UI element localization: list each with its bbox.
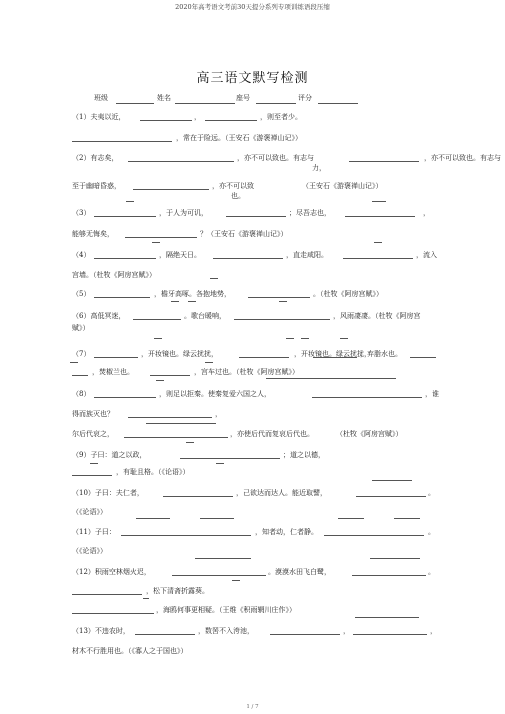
question-text: （《论语》） — [72, 508, 107, 516]
answer-blank — [126, 201, 134, 202]
answer-blank[interactable] — [353, 634, 427, 635]
question-text: ， — [423, 209, 430, 217]
answer-blank — [216, 463, 224, 464]
name-label: 姓名 — [157, 94, 171, 102]
answer-blank — [266, 378, 396, 379]
answer-blank[interactable] — [72, 613, 154, 614]
answer-blank — [70, 362, 78, 363]
question-text: ，数罟不入洿池， — [198, 627, 254, 635]
answer-blank[interactable] — [312, 397, 422, 398]
answer-blank[interactable] — [349, 161, 419, 162]
answer-blank[interactable] — [72, 594, 142, 595]
question-text: ，谁 — [425, 390, 439, 398]
score-label: 评分 — [298, 94, 312, 102]
answer-blank[interactable] — [270, 634, 340, 635]
answer-blank — [355, 617, 419, 618]
answer-blank[interactable] — [128, 417, 212, 418]
question-text: （4） — [72, 251, 91, 259]
answer-blank[interactable] — [72, 141, 172, 142]
page-header: 2020年高考语文考前30天提分系列专项训练语段压缩 — [175, 3, 330, 11]
answer-blank[interactable] — [239, 357, 289, 358]
question-text: ， — [343, 627, 350, 635]
question-text: 。歌台暖响， — [184, 312, 226, 320]
question-text: ，亦不可以致也。有志与 — [424, 154, 501, 162]
answer-blank — [90, 463, 98, 464]
question-text: 能够无悔矣， — [72, 230, 114, 238]
question-text: ，常在于险远。（王安石《游褒禅山记》） — [176, 134, 302, 142]
question-text: （10）子曰：夫仁者， — [72, 489, 144, 497]
answer-blank[interactable] — [352, 575, 426, 576]
answer-blank[interactable] — [172, 575, 266, 576]
question-text: ，直走咸阳。 — [286, 251, 328, 259]
answer-blank[interactable] — [133, 189, 209, 190]
answer-blank — [171, 301, 179, 302]
question-text: ，则足以拒秦。使秦复爱六国之人， — [159, 390, 271, 398]
question-text: 得而族灭也？ — [72, 410, 114, 418]
question-text: （6）高低冥迷， — [72, 312, 126, 320]
answer-blank — [188, 301, 196, 302]
answer-blank[interactable] — [135, 634, 195, 635]
answer-blank — [205, 362, 213, 363]
question-text: 赋》） — [72, 324, 90, 332]
seat-blank[interactable] — [256, 103, 296, 104]
question-text: （12）积雨空林烟火迟， — [72, 568, 151, 576]
question-text: 力， — [312, 164, 326, 172]
answer-blank[interactable] — [124, 437, 228, 438]
answer-blank[interactable] — [94, 357, 138, 358]
question-text: ？（王安石《游褒禅山记》） — [200, 230, 288, 238]
answer-blank[interactable] — [72, 375, 88, 376]
answer-blank[interactable] — [343, 258, 413, 259]
answer-blank — [286, 338, 294, 339]
question-text: ，开妆镜也。绿云扰扰， — [294, 350, 371, 358]
question-text: ，海鸥何事更相疑。（王维《积雨辋川庄作》） — [156, 606, 296, 614]
answer-blank — [146, 423, 216, 424]
question-text: ；尽吾志也， — [289, 209, 331, 217]
question-text: 材木不行胜用也。（《寡人之于国也》） — [72, 647, 188, 655]
answer-blank[interactable] — [226, 216, 286, 217]
score-blank[interactable] — [318, 103, 358, 104]
class-label: 班级 — [94, 94, 108, 102]
answer-blank — [210, 278, 218, 279]
answer-blank[interactable] — [150, 375, 190, 376]
question-text: ，知者动，仁者静。 — [255, 528, 318, 536]
answer-blank[interactable] — [140, 120, 192, 121]
answer-blank[interactable] — [248, 297, 310, 298]
question-text: 也。 — [231, 192, 245, 200]
question-text: ，己欲达而达人。能近取譬， — [236, 489, 327, 497]
answer-blank[interactable] — [410, 357, 436, 358]
question-text: （2）有志矣， — [72, 154, 119, 162]
question-text: ；道之以德， — [283, 451, 325, 459]
answer-blank — [200, 518, 234, 519]
question-text: ，松下清斋折露葵。 — [146, 587, 209, 595]
answer-blank — [370, 558, 420, 559]
answer-blank — [394, 518, 420, 519]
answer-blank[interactable] — [234, 319, 330, 320]
question-text: 宫墙。（杜牧《阿房宫赋》） — [72, 271, 156, 279]
answer-blank[interactable] — [213, 258, 283, 259]
answer-blank[interactable] — [94, 258, 156, 259]
answer-blank[interactable] — [356, 496, 426, 497]
question-text: ，流入 — [416, 251, 437, 259]
answer-blank — [372, 480, 412, 481]
question-text: ，风雨凄凄。（杜牧《阿房宫 — [333, 312, 421, 320]
answer-blank[interactable] — [133, 319, 181, 320]
question-text: ，隔绝天日。 — [159, 251, 201, 259]
answer-blank — [156, 380, 164, 381]
seat-label: 座号 — [236, 94, 250, 102]
answer-blank — [372, 201, 386, 202]
question-text: ，则至者少。 — [260, 113, 302, 121]
question-text: ，弃脂水也。 — [360, 350, 402, 358]
name-blank[interactable] — [175, 103, 235, 104]
answer-blank — [338, 518, 364, 519]
answer-blank[interactable] — [180, 458, 280, 459]
question-text: （11）子曰： — [72, 528, 116, 536]
question-text: （5） — [72, 290, 91, 298]
answer-blank[interactable] — [94, 397, 156, 398]
answer-blank — [195, 558, 251, 559]
answer-blank — [374, 242, 382, 243]
question-text: ，亦不可以致也。有志与 — [237, 154, 314, 162]
question-text: （1）夫夷以近， — [72, 113, 126, 121]
answer-blank — [232, 580, 240, 581]
answer-blank[interactable] — [125, 237, 197, 238]
answer-blank — [136, 518, 170, 519]
question-text: ， — [430, 627, 437, 635]
question-text: 。（杜牧《阿房宫赋》） — [313, 290, 383, 298]
question-text: ，焚椒兰也。 — [92, 368, 134, 376]
document-title: 高三语文默写检测 — [196, 71, 309, 86]
question-text: ，亦不可以致 — [212, 182, 254, 190]
answer-blank — [340, 338, 348, 339]
question-text: 至于幽暗昏惑， — [72, 182, 121, 190]
answer-blank — [301, 338, 309, 339]
answer-blank — [152, 242, 160, 243]
class-blank[interactable] — [116, 103, 154, 104]
question-text: 。漠漠水田飞白鹭， — [268, 568, 331, 576]
answer-blank[interactable] — [128, 161, 234, 162]
question-text: 尔后代哀之， — [72, 430, 114, 438]
question-text: ，于人为可讥， — [159, 209, 208, 217]
question-text: （8） — [72, 390, 91, 398]
question-text: ，有耻且格。（《论语》） — [116, 468, 190, 476]
question-text: （9）子曰：道之以政， — [72, 451, 147, 459]
answer-blank[interactable] — [345, 216, 415, 217]
answer-blank[interactable] — [163, 496, 233, 497]
question-text: （3） — [72, 209, 91, 217]
answer-blank[interactable] — [94, 216, 156, 217]
question-text: ， — [194, 113, 201, 121]
answer-blank — [143, 598, 149, 599]
question-text: ，开妆镜也。绿云扰扰， — [141, 350, 218, 358]
question-text: ，亦使后代而复哀后代也。 — [230, 430, 314, 438]
answer-blank[interactable] — [121, 535, 251, 536]
question-text: （杜牧《阿房宫赋》） — [336, 430, 403, 438]
answer-blank — [154, 338, 162, 339]
answer-blank[interactable] — [313, 357, 357, 358]
question-text: （《论语》） — [72, 547, 107, 555]
answer-blank[interactable] — [324, 535, 424, 536]
question-text: ，宫车过也。（杜牧《阿房宫赋》） — [194, 368, 299, 376]
question-text: （7） — [72, 350, 91, 358]
answer-blank[interactable] — [72, 475, 112, 476]
question-text: （13）不违农时， — [72, 627, 130, 635]
question-text: ，檐牙高啄。各抱地势， — [154, 290, 231, 298]
question-text: 。 — [428, 528, 435, 536]
question-text: （王安石《游褒禅山记》） — [302, 182, 383, 190]
answer-blank — [279, 301, 287, 302]
answer-blank — [186, 442, 194, 443]
answer-blank[interactable] — [94, 297, 150, 298]
answer-blank[interactable] — [205, 120, 257, 121]
question-text: 。 — [428, 568, 435, 576]
question-text: ， — [215, 410, 222, 418]
page-number: 1 / 7 — [246, 704, 259, 710]
question-text: 。 — [428, 489, 435, 497]
